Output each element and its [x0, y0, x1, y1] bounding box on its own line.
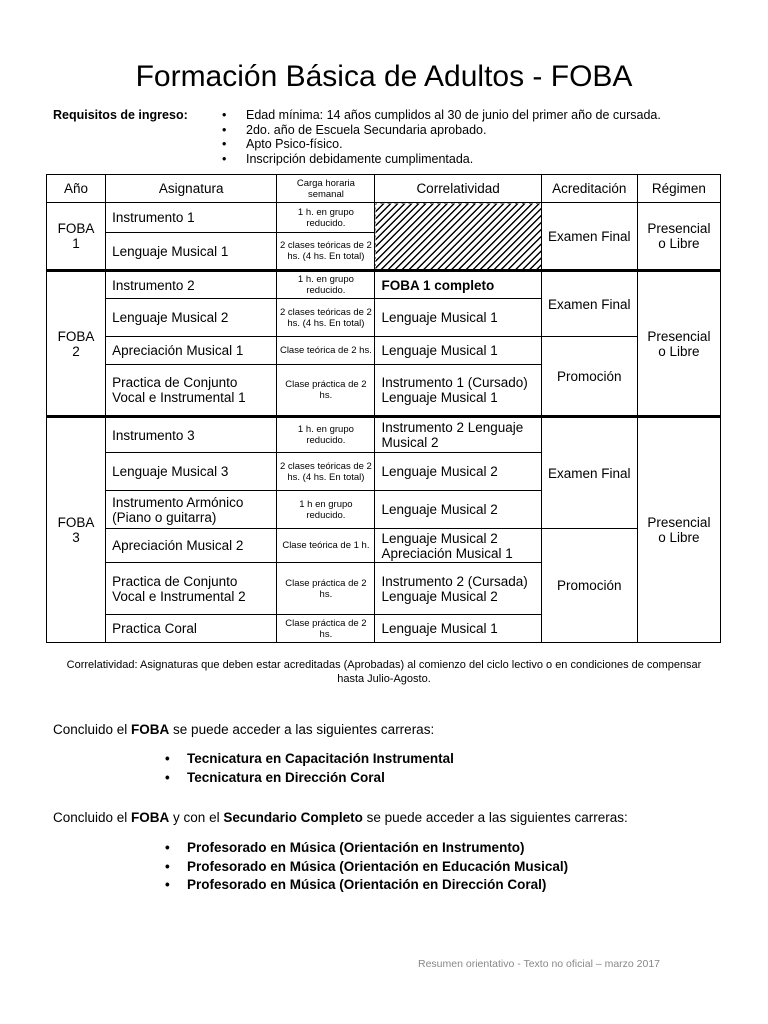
carga-cell: Clase práctica de 2 hs. — [277, 615, 375, 643]
foba-table — [46, 174, 721, 643]
section1-bold: FOBA — [131, 722, 170, 737]
correlatividad-cell: FOBA 1 completo — [375, 271, 541, 299]
hatched-correlatividad — [375, 203, 541, 271]
correlatividad-cell: Lenguaje Musical 2 — [375, 453, 541, 491]
header-correlatividad: Correlatividad — [375, 175, 541, 203]
table-header-row — [47, 175, 721, 203]
carga-cell: 2 clases teóricas de 2 hs. (4 hs. En total) — [277, 299, 375, 337]
table-row — [47, 529, 721, 563]
header-acreditacion: Acreditación — [541, 175, 637, 203]
section1-pre: Concluido el — [53, 722, 132, 737]
asignatura-cell: Instrumento 3 — [106, 417, 277, 453]
requirement-item: • Edad mínima: 14 años cumplidos al 30 de junio del primer año de cursada. — [222, 108, 661, 123]
career-item: • Profesorado en Música (Orientación en Dirección Coral) — [165, 876, 568, 895]
correlatividad-cell: Lenguaje Musical 1 — [375, 337, 541, 365]
requirement-item: • Inscripción debidamente cumplimentada. — [222, 152, 661, 167]
acreditacion-foba1: Examen Final — [541, 203, 637, 271]
career-item: • Tecnicatura en Capacitación Instrumental — [165, 750, 454, 769]
section2-mid: y con el — [169, 810, 224, 825]
regimen-foba3: Presencial o Libre — [637, 417, 720, 643]
asignatura-cell: Instrumento 1 — [106, 203, 277, 233]
asignatura-cell: Lenguaje Musical 1 — [106, 233, 277, 271]
table-row — [47, 203, 721, 233]
note-text: Correlatividad: Asignaturas que deben estar acreditadas (Aprobadas) al comienzo del ciclo lectivo o en condiciones de compensar hasta Julio-Agosto. — [66, 659, 702, 685]
acreditacion-foba3-examen: Examen Final — [541, 417, 637, 529]
table-row — [47, 337, 721, 365]
acreditacion-foba2-examen: Examen Final — [541, 271, 637, 337]
carga-cell: 1 h. en grupo reducido. — [277, 417, 375, 453]
table-row — [47, 271, 721, 299]
correlatividad-cell: Lenguaje Musical 2 Apreciación Musical 1 — [375, 529, 541, 563]
correlatividad-cell: Instrumento 1 (Cursado) Lenguaje Musical 1 — [375, 365, 541, 417]
asignatura-cell: Lenguaje Musical 2 — [106, 299, 277, 337]
asignatura-cell: Lenguaje Musical 3 — [106, 453, 277, 491]
carga-cell: 1 h. en grupo reducido. — [277, 203, 375, 233]
header-carga: Carga horaria semanal — [277, 175, 375, 203]
header-anio: Año — [47, 175, 106, 203]
asignatura-cell: Practica de Conjunto Vocal e Instrumental 2 — [106, 563, 277, 615]
carga-cell: Clase teórica de 1 h. — [277, 529, 375, 563]
footer-text: Resumen orientativo - Texto no oficial – marzo 2017 — [418, 958, 661, 970]
carga-cell: Clase práctica de 2 hs. — [277, 563, 375, 615]
year-foba3: FOBA 3 — [47, 417, 106, 643]
correlatividad-cell: Lenguaje Musical 1 — [375, 299, 541, 337]
section1-careers — [165, 750, 454, 787]
section2-bold1: FOBA — [131, 810, 170, 825]
requirement-item: • 2do. año de Escuela Secundaria aprobado. — [222, 123, 661, 138]
page-title: Formación Básica de Adultos - FOBA — [135, 60, 633, 93]
career-item: • Profesorado en Música (Orientación en Instrumento) — [165, 839, 568, 858]
asignatura-cell: Instrumento Armónico (Piano o guitarra) — [106, 491, 277, 529]
header-asignatura: Asignatura — [106, 175, 277, 203]
acreditacion-foba3-promocion: Promoción — [541, 529, 637, 643]
requirements-list — [222, 108, 661, 166]
correlatividad-cell: Lenguaje Musical 2 — [375, 491, 541, 529]
header-regimen: Régimen — [637, 175, 720, 203]
carga-cell: Clase teórica de 2 hs. — [277, 337, 375, 365]
section2-bold2: Secundario Completo — [223, 810, 363, 825]
requirement-item: • Apto Psico-físico. — [222, 137, 661, 152]
asignatura-cell: Instrumento 2 — [106, 271, 277, 299]
correlatividad-cell: Lenguaje Musical 1 — [375, 615, 541, 643]
asignatura-cell: Apreciación Musical 1 — [106, 337, 277, 365]
correlatividad-note — [0, 659, 768, 686]
career-item: • Profesorado en Música (Orientación en Educación Musical) — [165, 858, 568, 877]
carga-cell: 2 clases teóricas de 2 hs. (4 hs. En total) — [277, 233, 375, 271]
career-item: • Tecnicatura en Dirección Coral — [165, 769, 454, 788]
requirements-label: Requisitos de ingreso: — [53, 108, 188, 122]
acreditacion-foba2-promocion: Promoción — [541, 337, 637, 417]
carga-cell: 1 h en grupo reducido. — [277, 491, 375, 529]
carga-cell: 1 h. en grupo reducido. — [277, 271, 375, 299]
correlatividad-cell: Instrumento 2 (Cursada) Lenguaje Musical 2 — [375, 563, 541, 615]
section1-intro — [53, 722, 434, 737]
regimen-foba2: Presencial o Libre — [637, 271, 720, 417]
table-row — [47, 417, 721, 453]
section2-pre: Concluido el — [53, 810, 132, 825]
asignatura-cell: Practica Coral — [106, 615, 277, 643]
section2-careers — [165, 839, 568, 895]
section2-intro — [53, 810, 628, 825]
section1-post: se puede acceder a las siguientes carreras: — [169, 722, 435, 737]
carga-cell: 2 clases teóricas de 2 hs. (4 hs. En total) — [277, 453, 375, 491]
asignatura-cell: Practica de Conjunto Vocal e Instrumental 1 — [106, 365, 277, 417]
asignatura-cell: Apreciación Musical 2 — [106, 529, 277, 563]
correlatividad-cell: Instrumento 2 Lenguaje Musical 2 — [375, 417, 541, 453]
carga-cell: Clase práctica de 2 hs. — [277, 365, 375, 417]
section2-post: se puede acceder a las siguientes carreras: — [362, 810, 628, 825]
regimen-foba1: Presencial o Libre — [637, 203, 720, 271]
year-foba2: FOBA 2 — [47, 271, 106, 417]
year-foba1: FOBA 1 — [47, 203, 106, 271]
